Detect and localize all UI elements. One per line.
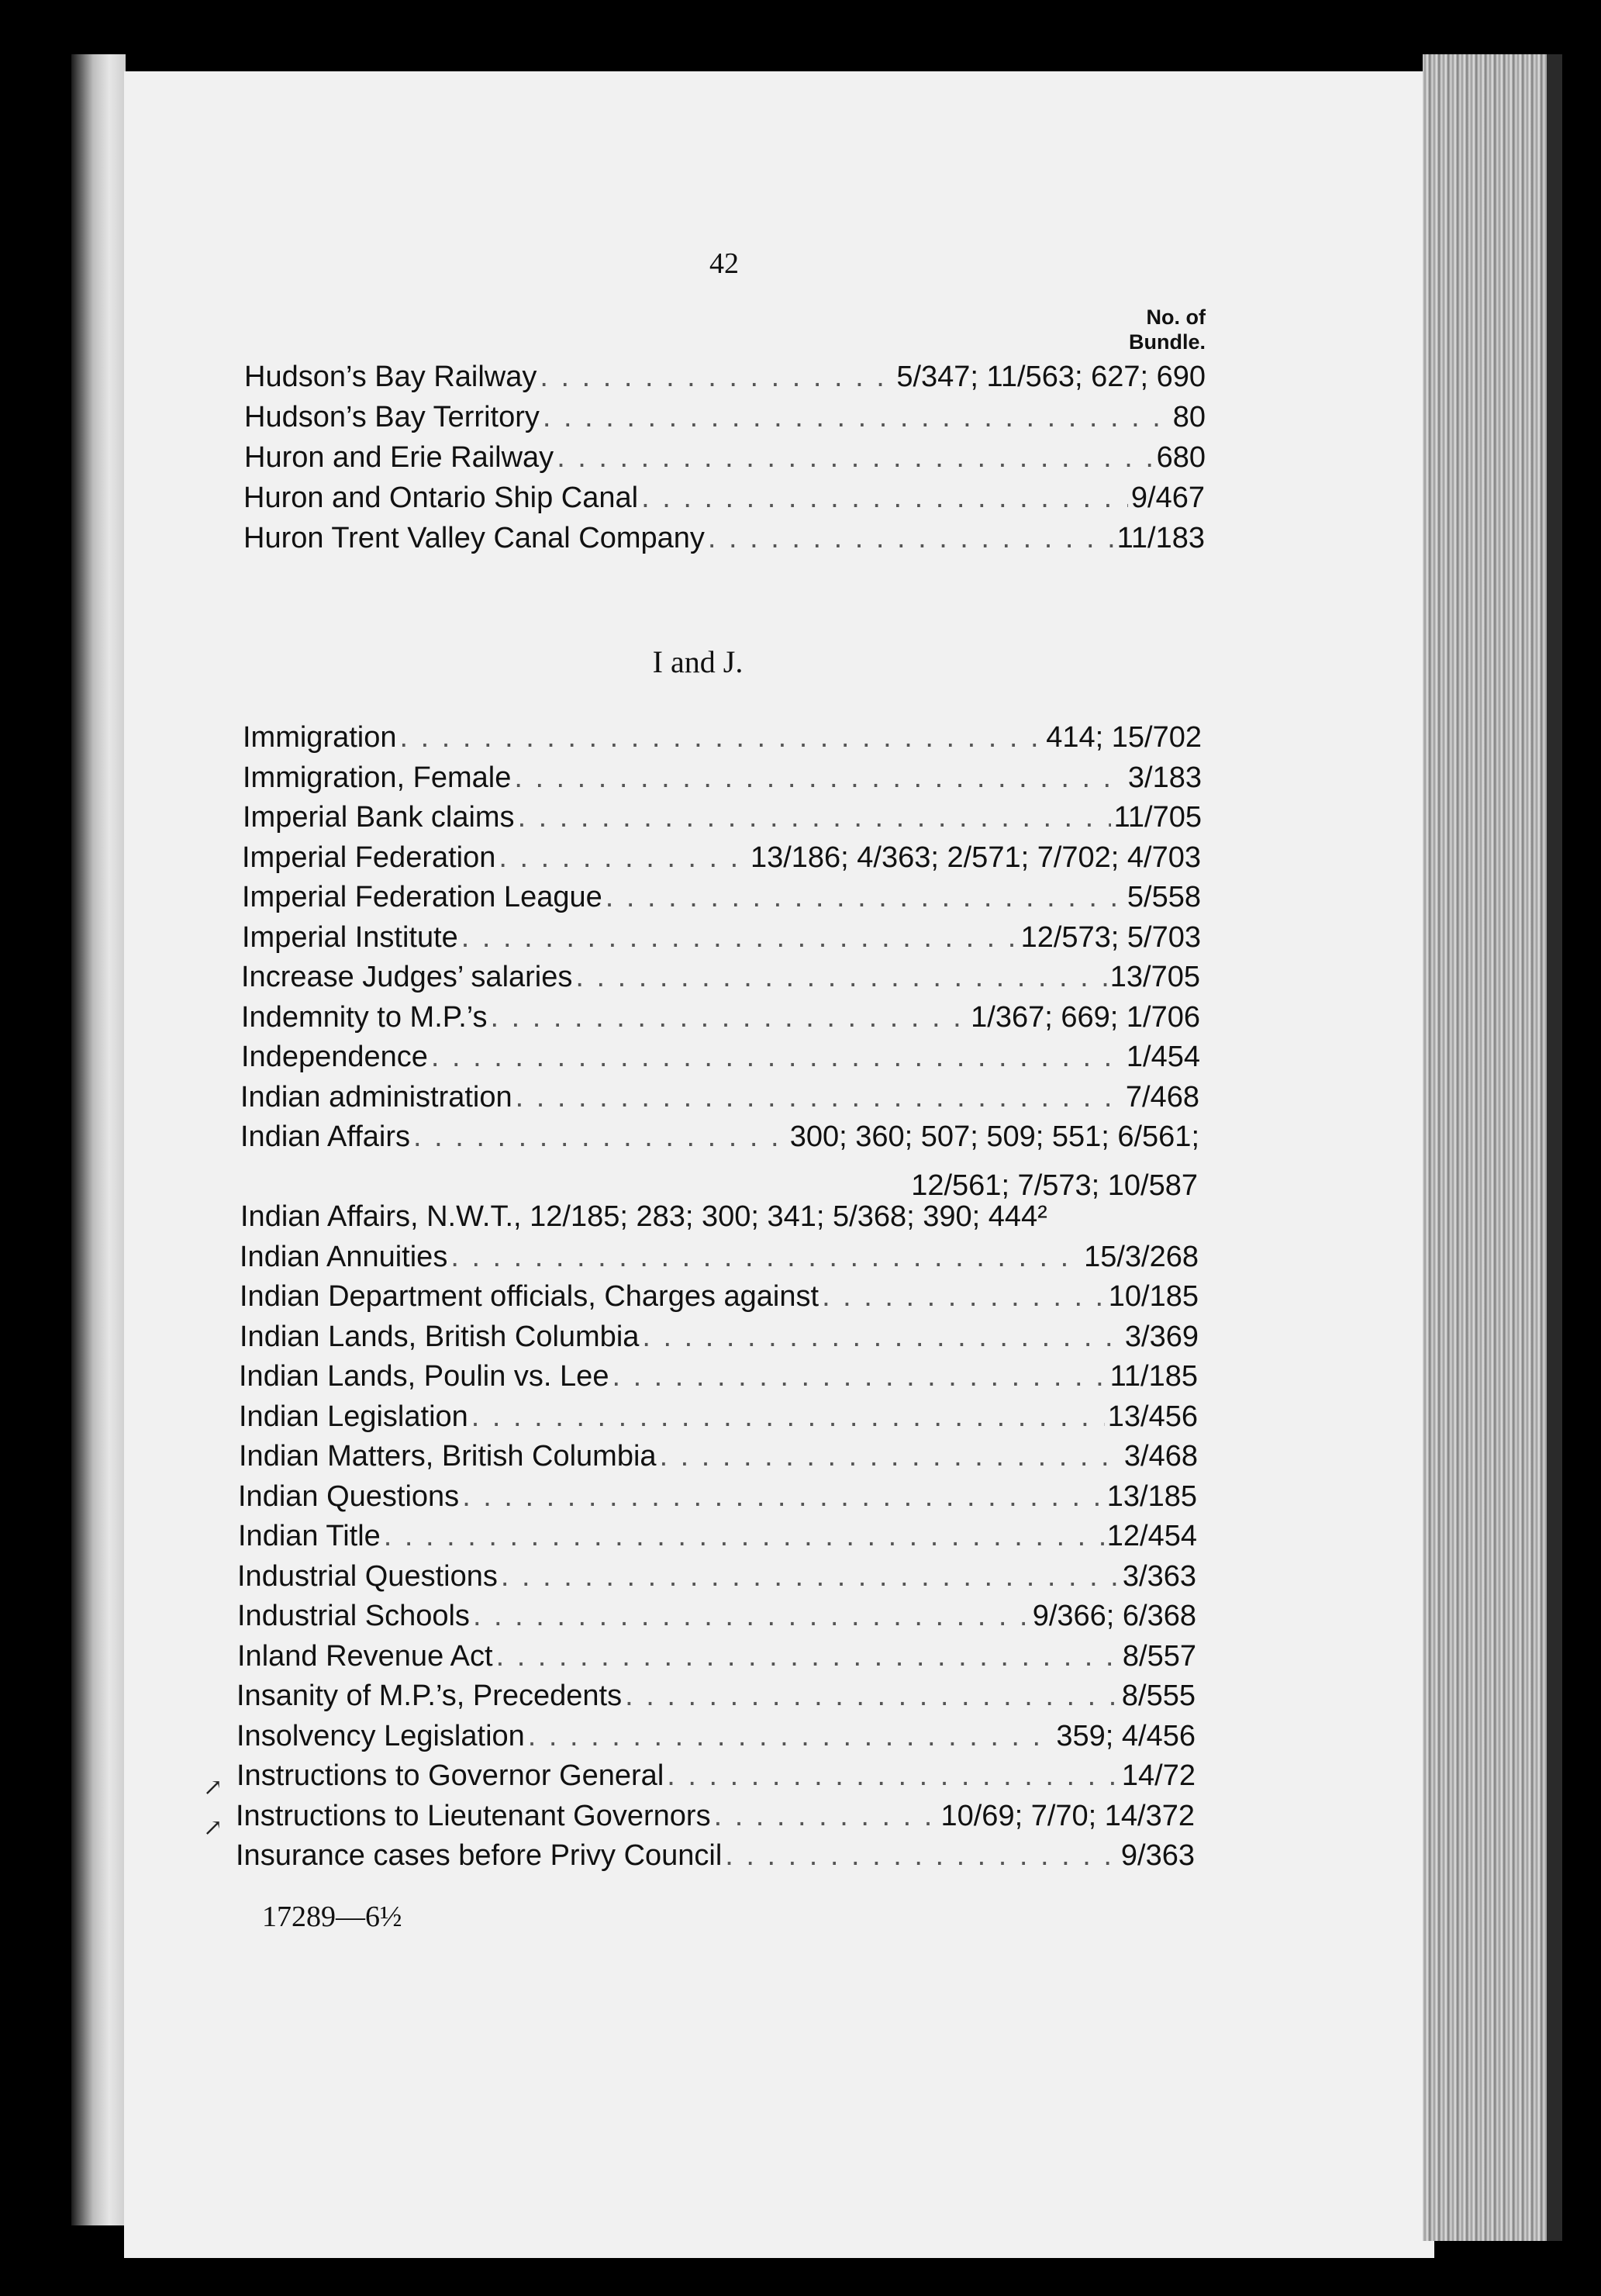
entry-term: Indian Affairs — [240, 1120, 411, 1153]
entry-references: 680 — [1156, 441, 1206, 474]
index-entry — [236, 1680, 1196, 1720]
footer-signature: 17289—6½ — [262, 1901, 402, 1933]
dot-leader — [431, 1041, 1123, 1074]
index-entry — [237, 1560, 1196, 1600]
entry-references: 10/69; 7/70; 14/372 — [940, 1799, 1195, 1832]
entry-term: Imperial Federation — [242, 841, 496, 874]
entry-references: 3/183 — [1127, 761, 1202, 794]
dot-leader — [575, 961, 1106, 994]
entry-term: Imperial Institute — [242, 920, 458, 954]
dot-leader — [413, 1120, 787, 1154]
column-header-bundle: No. of Bundle. — [1129, 306, 1206, 354]
index-entry — [237, 1640, 1196, 1680]
index-entry — [240, 1120, 1199, 1161]
entry-term: Industrial Questions — [237, 1559, 498, 1593]
dot-leader — [491, 1001, 968, 1034]
dot-leader — [514, 761, 1125, 795]
index-entry — [236, 1839, 1195, 1880]
entry-term: Huron and Erie Railway — [244, 441, 554, 474]
entry-references: 9/363 — [1120, 1839, 1195, 1872]
dot-leader — [660, 1440, 1121, 1473]
dot-leader — [708, 522, 1114, 555]
index-entry — [240, 1081, 1199, 1121]
dot-leader — [606, 881, 1124, 914]
entry-term: Instructions to Lieutenant Governors — [236, 1799, 711, 1832]
index-entry — [236, 1800, 1195, 1840]
dot-leader — [499, 841, 747, 875]
index-entry — [241, 1041, 1200, 1081]
entry-term: Hudson’s Bay Territory — [244, 401, 540, 433]
dot-leader — [725, 1839, 1118, 1873]
entry-references: 13/186; 4/363; 2/571; 7/702; 4/703 — [750, 841, 1201, 874]
dot-leader — [450, 1241, 1081, 1274]
dot-leader — [540, 361, 893, 394]
entry-references: 80 — [1172, 401, 1206, 433]
entry-term: Imperial Bank claims — [243, 801, 515, 834]
index-entry — [244, 361, 1206, 401]
index-entry — [244, 401, 1206, 441]
entry-references: 14/72 — [1121, 1759, 1196, 1792]
index-entry — [240, 1280, 1199, 1321]
dot-leader — [642, 1321, 1122, 1354]
dot-leader — [501, 1560, 1120, 1593]
index-entry — [239, 1440, 1198, 1480]
entry-term: Huron and Ontario Ship Canal — [243, 482, 639, 514]
entry-term: Immigration, Female — [243, 761, 512, 794]
dot-leader — [822, 1280, 1106, 1314]
entry-references: 13/456 — [1107, 1400, 1198, 1433]
dot-leader — [384, 1520, 1104, 1553]
entry-references: 11/183 — [1116, 522, 1205, 554]
entry-term: Insolvency Legislation — [236, 1719, 525, 1752]
entry-references: 3/468 — [1123, 1440, 1198, 1473]
dot-leader — [612, 1360, 1106, 1393]
entry-references: 13/185 — [1106, 1479, 1197, 1513]
entry-references: 11/185 — [1109, 1360, 1198, 1393]
scan-binding-strip — [71, 54, 126, 2225]
dot-leader — [400, 721, 1044, 754]
entry-term: Indian Annuities — [240, 1240, 448, 1273]
index-entry — [243, 721, 1202, 761]
entry-references: 5/558 — [1127, 881, 1201, 913]
entry-term: Indemnity to M.P.’s — [241, 1000, 488, 1034]
entry-term: Immigration — [243, 721, 397, 754]
dot-leader — [518, 801, 1111, 834]
entry-references: 7/468 — [1125, 1080, 1199, 1113]
dot-leader — [516, 1081, 1123, 1114]
entry-references: 414; 15/702 — [1046, 721, 1202, 754]
dot-leader — [473, 1600, 1030, 1633]
dot-leader — [461, 921, 1018, 955]
entry-references: 13/705 — [1109, 961, 1200, 993]
entry-references: 11/705 — [1113, 801, 1202, 834]
dot-leader — [625, 1680, 1119, 1713]
dot-leader — [462, 1480, 1104, 1514]
entry-term: Indian Title — [238, 1520, 381, 1552]
index-entry — [243, 801, 1202, 841]
index-entry — [236, 1759, 1196, 1800]
dot-leader — [667, 1759, 1119, 1793]
entry-references: 3/369 — [1124, 1320, 1199, 1353]
index-entry — [240, 1200, 1199, 1241]
entry-term: Instructions to Governor General — [236, 1759, 664, 1792]
dot-leader — [471, 1400, 1105, 1434]
index-entry — [239, 1360, 1198, 1400]
entry-term: Indian Department officials, Charges against — [240, 1280, 819, 1313]
index-entry — [236, 1720, 1196, 1760]
entry-references: 15/3/268 — [1084, 1240, 1199, 1273]
section-heading: I and J. — [652, 644, 744, 679]
entry-term: Indian Affairs, N.W.T., 12/185; 283; 300; 341; 5/368; 390; 444² — [240, 1200, 1047, 1233]
entry-term: Increase Judges’ salaries — [241, 961, 573, 993]
entry-references: 9/467 — [1130, 482, 1205, 514]
dot-leader — [641, 482, 1128, 515]
entry-term: Inland Revenue Act — [237, 1639, 493, 1673]
index-entry — [241, 1001, 1200, 1041]
entry-term: Indian Questions — [238, 1479, 460, 1513]
entry-term: Hudson’s Bay Railway — [244, 361, 537, 393]
index-entry — [243, 522, 1205, 562]
dot-leader — [496, 1640, 1120, 1673]
entry-term: Indian Legislation — [239, 1400, 468, 1433]
index-entry — [240, 1321, 1199, 1361]
entry-references: 1/454 — [1126, 1041, 1200, 1073]
index-entry — [239, 1400, 1198, 1441]
index-entry — [237, 1600, 1196, 1640]
margin-tick-mark: ↗ — [203, 1815, 223, 1841]
entry-term: Indian Lands, British Columbia — [240, 1320, 640, 1353]
entry-references: 9/366; 6/368 — [1032, 1600, 1196, 1632]
dot-leader — [543, 401, 1170, 434]
entry-references: 5/347; 11/563; 627; 690 — [896, 361, 1206, 393]
entry-term: Insurance cases before Privy Council — [236, 1839, 723, 1872]
index-entry — [241, 961, 1200, 1001]
index-entry — [244, 441, 1206, 482]
index-entry — [243, 482, 1205, 522]
entry-term: Indian administration — [240, 1080, 512, 1113]
index-entry — [238, 1520, 1197, 1560]
entry-term: Huron Trent Valley Canal Company — [243, 522, 705, 554]
entry-term: Indian Matters, British Columbia — [239, 1440, 657, 1473]
entry-references: 1/367; 669; 1/706 — [971, 1000, 1200, 1034]
entry-term: Imperial Federation League — [242, 881, 602, 913]
index-entry — [243, 761, 1202, 802]
page-edges — [1423, 54, 1562, 2241]
entry-references: 12/573; 5/703 — [1020, 920, 1201, 954]
index-entry — [242, 921, 1201, 962]
index-entry — [242, 881, 1201, 921]
entry-references: 8/557 — [1122, 1639, 1196, 1673]
entry-term: Industrial Schools — [237, 1600, 470, 1632]
entry-references: 10/185 — [1108, 1280, 1199, 1313]
dot-leader — [714, 1800, 938, 1833]
margin-tick-mark: ↗ — [203, 1775, 223, 1801]
index-entry — [240, 1241, 1199, 1281]
dot-leader — [528, 1720, 1054, 1753]
index-entry — [242, 841, 1201, 882]
page-number: 42 — [709, 247, 739, 280]
dot-leader — [557, 441, 1153, 475]
entry-references: 359; 4/456 — [1056, 1719, 1196, 1752]
entry-term: Insanity of M.P.’s, Precedents — [236, 1680, 623, 1712]
entry-references: 8/555 — [1121, 1680, 1196, 1712]
entry-references: 3/363 — [1122, 1559, 1196, 1593]
entry-term: Indian Lands, Poulin vs. Lee — [239, 1360, 609, 1393]
entry-references: 12/454 — [1106, 1520, 1197, 1552]
indian-affairs-continuation: 12/561; 7/573; 10/587 — [911, 1169, 1198, 1202]
entry-term: Independence — [241, 1041, 428, 1073]
entry-references: 300; 360; 507; 509; 551; 6/561; — [789, 1120, 1199, 1153]
index-entry — [238, 1480, 1197, 1521]
